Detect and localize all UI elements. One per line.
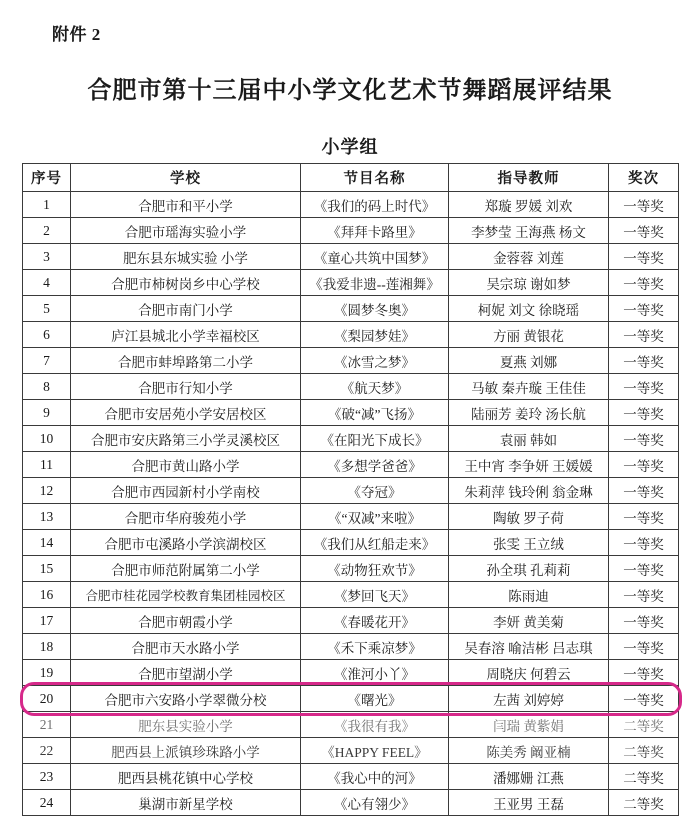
cell-no: 2: [23, 218, 71, 244]
cell-teachers: 李妍 黄美菊: [449, 608, 609, 634]
page-title: 合肥市第十三届中小学文化艺术节舞蹈展评结果: [87, 78, 613, 104]
table-row: [23, 634, 679, 660]
cell-program: 《我爱非遗--莲湘舞》: [301, 270, 449, 296]
cell-school: 合肥市柿树岗乡中心学校: [71, 270, 301, 296]
table-row: [23, 712, 679, 738]
table-row: [23, 322, 679, 348]
cell-no: 20: [23, 686, 71, 712]
table-row: [23, 582, 679, 608]
cell-no: 6: [23, 322, 71, 348]
table-row: [23, 374, 679, 400]
cell-program: 《拜拜卡路里》: [301, 218, 449, 244]
cell-teachers: 王中宵 李争妍 王媛媛: [449, 452, 609, 478]
cell-teachers: 郑璇 罗媛 刘欢: [449, 192, 609, 218]
cell-program: 《我们从红船走来》: [301, 530, 449, 556]
cell-school: 合肥市安庆路第三小学灵溪校区: [71, 426, 301, 452]
cell-school: 合肥市师范附属第二小学: [71, 556, 301, 582]
table-row-highlighted: [23, 686, 679, 712]
cell-no: 14: [23, 530, 71, 556]
cell-no: 7: [23, 348, 71, 374]
cell-program: 《破“减”飞扬》: [301, 400, 449, 426]
cell-award: 一等奖: [609, 296, 679, 322]
cell-award: 一等奖: [609, 660, 679, 686]
cell-program: 《梦回飞天》: [301, 582, 449, 608]
cell-award: 一等奖: [609, 452, 679, 478]
cell-no: 5: [23, 296, 71, 322]
table-row: [23, 478, 679, 504]
cell-program: 《我们的码上时代》: [301, 192, 449, 218]
cell-no: 16: [23, 582, 71, 608]
results-table-wrapper: [22, 163, 678, 816]
cell-school: 合肥市安居苑小学安居校区: [71, 400, 301, 426]
table-row: [23, 348, 679, 374]
cell-award: 一等奖: [609, 192, 679, 218]
cell-program: 《我心中的河》: [301, 764, 449, 790]
cell-school: 合肥市天水路小学: [71, 634, 301, 660]
cell-teachers: 张雯 王立绒: [449, 530, 609, 556]
results-table: [22, 163, 679, 816]
cell-no: 18: [23, 634, 71, 660]
table-row: [23, 192, 679, 218]
cell-program: 《童心共筑中国梦》: [301, 244, 449, 270]
cell-school: 合肥市桂花园学校教育集团桂园校区: [71, 582, 301, 608]
cell-award: 一等奖: [609, 374, 679, 400]
cell-program: 《“双减”来啦》: [301, 504, 449, 530]
cell-program: 《禾下乘凉梦》: [301, 634, 449, 660]
cell-teachers: 陈美秀 阚亚楠: [449, 738, 609, 764]
cell-school: 庐江县城北小学幸福校区: [71, 322, 301, 348]
cell-award: 一等奖: [609, 530, 679, 556]
cell-no: 1: [23, 192, 71, 218]
cell-no: 9: [23, 400, 71, 426]
cell-school: 巢湖市新星学校: [71, 790, 301, 816]
cell-program: 《春暖花开》: [301, 608, 449, 634]
cell-teachers: 柯妮 刘文 徐晓瑶: [449, 296, 609, 322]
cell-award: 一等奖: [609, 608, 679, 634]
cell-no: 21: [23, 712, 71, 738]
cell-award: 一等奖: [609, 504, 679, 530]
cell-program: 《淮河小丫》: [301, 660, 449, 686]
cell-award: 一等奖: [609, 348, 679, 374]
table-row: [23, 530, 679, 556]
cell-no: 4: [23, 270, 71, 296]
cell-school: 肥东县东城实验 小学: [71, 244, 301, 270]
cell-school: 合肥市瑶海实验小学: [71, 218, 301, 244]
cell-award: 一等奖: [609, 556, 679, 582]
table-row: [23, 400, 679, 426]
cell-school: 肥东县实验小学: [71, 712, 301, 738]
cell-teachers: 王亚男 王磊: [449, 790, 609, 816]
cell-no: 3: [23, 244, 71, 270]
cell-school: 合肥市望湖小学: [71, 660, 301, 686]
cell-award: 一等奖: [609, 270, 679, 296]
cell-teachers: 马敏 秦卉璇 王佳佳: [449, 374, 609, 400]
table-row: [23, 608, 679, 634]
column-header-teachers: 指导教师: [449, 164, 609, 192]
table-row: [23, 556, 679, 582]
cell-no: 10: [23, 426, 71, 452]
cell-teachers: 吴春溶 喻洁彬 吕志琪: [449, 634, 609, 660]
cell-award: 二等奖: [609, 790, 679, 816]
table-row: [23, 738, 679, 764]
cell-no: 11: [23, 452, 71, 478]
cell-teachers: 陶敏 罗子荷: [449, 504, 609, 530]
cell-school: 合肥市朝霞小学: [71, 608, 301, 634]
cell-school: 合肥市南门小学: [71, 296, 301, 322]
cell-award: 一等奖: [609, 634, 679, 660]
cell-award: 二等奖: [609, 712, 679, 738]
cell-award: 一等奖: [609, 686, 679, 712]
cell-no: 13: [23, 504, 71, 530]
cell-school: 合肥市六安路小学翠微分校: [71, 686, 301, 712]
table-body: [23, 192, 679, 816]
cell-teachers: 潘娜姗 江燕: [449, 764, 609, 790]
cell-school: 合肥市屯溪路小学滨湖校区: [71, 530, 301, 556]
cell-award: 二等奖: [609, 738, 679, 764]
cell-no: 24: [23, 790, 71, 816]
cell-school: 合肥市华府骏苑小学: [71, 504, 301, 530]
column-header-no: 序号: [23, 164, 71, 192]
cell-school: 合肥市和平小学: [71, 192, 301, 218]
cell-program: 《圆梦冬奥》: [301, 296, 449, 322]
cell-teachers: 陈雨迪: [449, 582, 609, 608]
cell-teachers: 左茜 刘婷婷: [449, 686, 609, 712]
cell-teachers: 周晓庆 何碧云: [449, 660, 609, 686]
cell-teachers: 朱莉萍 钱玲俐 翁金琳: [449, 478, 609, 504]
cell-school: 肥西县桃花镇中心学校: [71, 764, 301, 790]
group-title: 小学组: [321, 137, 379, 157]
table-header-row: [23, 164, 679, 192]
cell-no: 15: [23, 556, 71, 582]
cell-program: 《HAPPY FEEL》: [301, 738, 449, 764]
attachment-label: 附件 2: [52, 25, 101, 44]
column-header-program: 节目名称: [301, 164, 449, 192]
cell-award: 二等奖: [609, 764, 679, 790]
cell-program: 《冰雪之梦》: [301, 348, 449, 374]
cell-school: 肥西县上派镇珍珠路小学: [71, 738, 301, 764]
cell-program: 《梨园梦娃》: [301, 322, 449, 348]
cell-program: 《航天梦》: [301, 374, 449, 400]
cell-teachers: 孙全琪 孔莉莉: [449, 556, 609, 582]
cell-award: 一等奖: [609, 426, 679, 452]
table-row: [23, 426, 679, 452]
cell-award: 一等奖: [609, 400, 679, 426]
table-row: [23, 296, 679, 322]
table-row: [23, 218, 679, 244]
table-header: [23, 164, 679, 192]
cell-award: 一等奖: [609, 218, 679, 244]
cell-teachers: 方丽 黄银花: [449, 322, 609, 348]
cell-teachers: 吴宗琼 谢如梦: [449, 270, 609, 296]
cell-school: 合肥市蚌埠路第二小学: [71, 348, 301, 374]
cell-teachers: 袁丽 韩如: [449, 426, 609, 452]
table-row: [23, 244, 679, 270]
cell-teachers: 闫瑞 黄紫娟: [449, 712, 609, 738]
cell-school: 合肥市西园新村小学南校: [71, 478, 301, 504]
cell-award: 一等奖: [609, 582, 679, 608]
cell-school: 合肥市黄山路小学: [71, 452, 301, 478]
cell-award: 一等奖: [609, 322, 679, 348]
cell-program: 《在阳光下成长》: [301, 426, 449, 452]
cell-teachers: 夏燕 刘娜: [449, 348, 609, 374]
table-row: [23, 764, 679, 790]
cell-teachers: 李梦莹 王海燕 杨文: [449, 218, 609, 244]
column-header-school: 学校: [71, 164, 301, 192]
cell-no: 12: [23, 478, 71, 504]
column-header-award: 奖次: [609, 164, 679, 192]
table-row: [23, 660, 679, 686]
cell-school: 合肥市行知小学: [71, 374, 301, 400]
cell-no: 8: [23, 374, 71, 400]
cell-no: 17: [23, 608, 71, 634]
cell-teachers: 金蓉蓉 刘莲: [449, 244, 609, 270]
cell-program: 《动物狂欢节》: [301, 556, 449, 582]
cell-no: 22: [23, 738, 71, 764]
cell-award: 一等奖: [609, 478, 679, 504]
table-row: [23, 504, 679, 530]
cell-program: 《夺冠》: [301, 478, 449, 504]
page-bottom-fade: [0, 826, 700, 840]
cell-no: 23: [23, 764, 71, 790]
cell-program: 《曙光》: [301, 686, 449, 712]
cell-award: 一等奖: [609, 244, 679, 270]
cell-no: 19: [23, 660, 71, 686]
cell-teachers: 陆丽芳 姜玲 汤长航: [449, 400, 609, 426]
table-row: [23, 452, 679, 478]
table-row: [23, 270, 679, 296]
table-row: [23, 790, 679, 816]
cell-program: 《心有翎少》: [301, 790, 449, 816]
cell-program: 《我很有我》: [301, 712, 449, 738]
cell-program: 《多想学爸爸》: [301, 452, 449, 478]
